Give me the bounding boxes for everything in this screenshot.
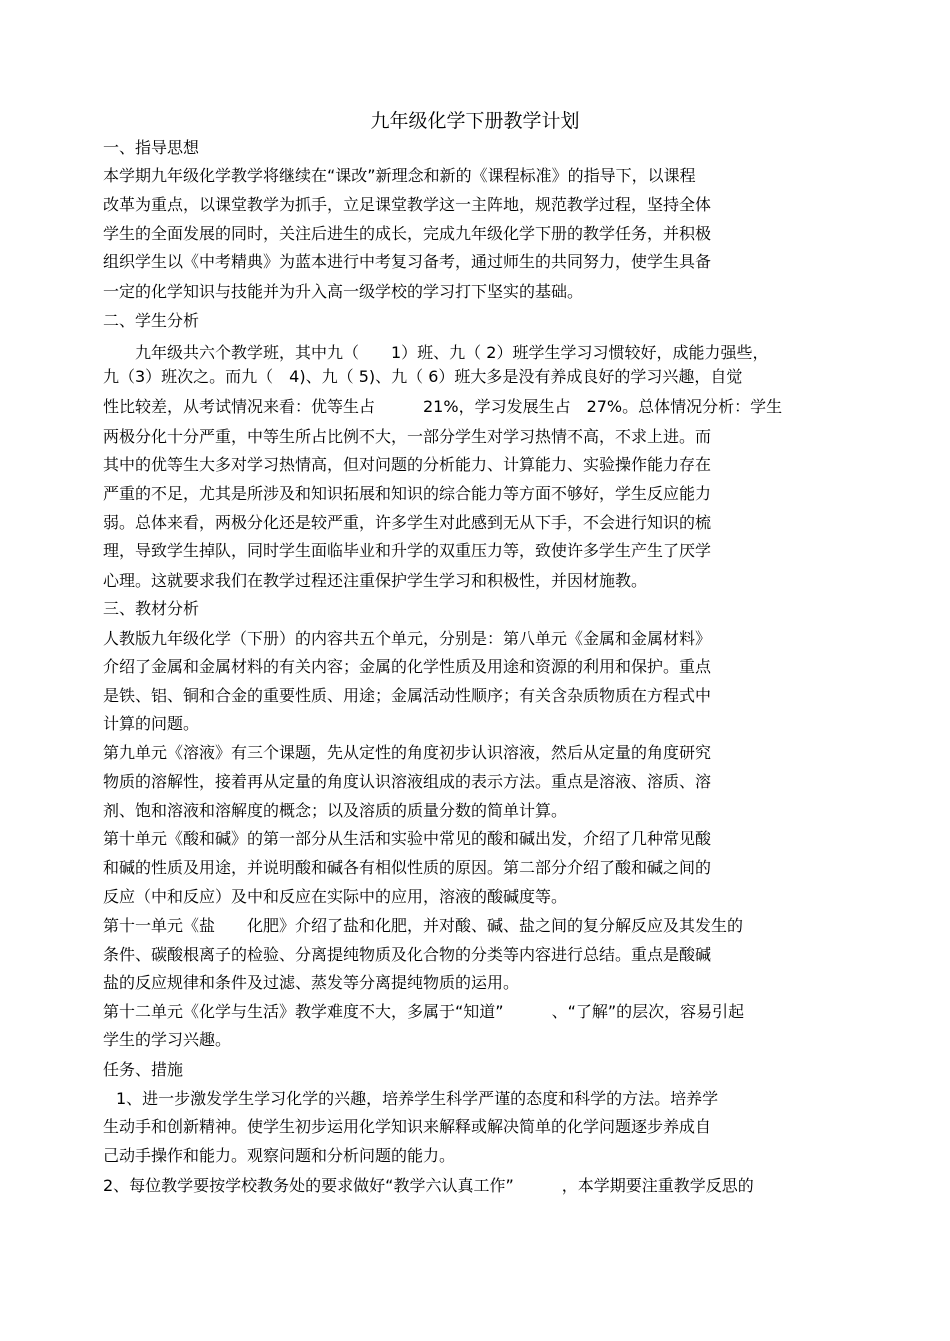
paragraph-line: 弱。总体来看，两极分化还是较严重，许多学生对此感到无从下手，不会进行知识的梳 bbox=[103, 513, 712, 532]
paragraph-line: 本学期九年级化学教学将继续在“课改”新理念和新的《课程标准》的指导下，以课程 bbox=[103, 166, 696, 185]
paragraph-line: 条件、碳酸根离子的检验、分离提纯物质及化合物的分类等内容进行总结。重点是酸碱 bbox=[103, 945, 712, 964]
paragraph-line: 生动手和创新精神。使学生初步运用化学知识来解释或解决简单的化学问题逐步养成自 bbox=[103, 1117, 712, 1136]
heading-textbook-analysis: 三、教材分析 bbox=[103, 599, 200, 618]
paragraph-line: 改革为重点，以课堂教学为抓手，立足课堂教学这一主阵地，规范教学过程，坚持全体 bbox=[103, 195, 712, 214]
paragraph-line: 第十单元《酸和碱》的第一部分从生活和实验中常见的酸和碱出发，介绍了几种常见酸 bbox=[103, 829, 712, 848]
paragraph-line: 学生的学习兴趣。 bbox=[103, 1030, 232, 1049]
paragraph-line: 是铁、铝、铜和合金的重要性质、用途；金属活动性顺序；有关含杂质物质在方程式中 bbox=[103, 686, 712, 705]
paragraph-line: 其中的优等生大多对学习热情高，但对问题的分析能力、计算能力、实验操作能力存在 bbox=[103, 455, 712, 474]
paragraph-line: 第十二单元《化学与生活》教学难度不大，多属于“知道” 、“了解”的层次，容易引起 bbox=[103, 1002, 745, 1021]
paragraph-line: 1、进一步激发学生学习化学的兴趣，培养学生科学严谨的态度和科学的方法。培养学 bbox=[116, 1089, 719, 1108]
paragraph-line: 九（3）班次之。而九（ 4)、九（ 5)、九（ 6）班大多是没有养成良好的学习兴趣，自觉 bbox=[103, 367, 743, 386]
paragraph-line: 心理。这就要求我们在教学过程还注重保护学生学习和积极性，并因材施教。 bbox=[103, 571, 648, 590]
paragraph-line: 己动手操作和能力。观察问题和分析问题的能力。 bbox=[103, 1146, 456, 1165]
paragraph-line: 一定的化学知识与技能并为升入高一级学校的学习打下坚实的基础。 bbox=[103, 282, 584, 301]
paragraph-line: 性比较差，从考试情况来看：优等生占 21%，学习发展生占 27%。总体情况分析：学生 bbox=[103, 397, 783, 416]
paragraph-line: 和碱的性质及用途，并说明酸和碱各有相似性质的原因。第二部分介绍了酸和碱之间的 bbox=[103, 858, 712, 877]
paragraph-line: 组织学生以《中考精典》为蓝本进行中考复习备考，通过师生的共同努力，使学生具备 bbox=[103, 252, 712, 271]
heading-student-analysis: 二、学生分析 bbox=[103, 311, 200, 330]
paragraph-line: 第十一单元《盐 化肥》介绍了盐和化肥，并对酸、碱、盐之间的复分解反应及其发生的 bbox=[103, 916, 744, 935]
paragraph-line: 第九单元《溶液》有三个课题，先从定性的角度初步认识溶液，然后从定量的角度研究 bbox=[103, 743, 712, 762]
paragraph-line: 反应（中和反应）及中和反应在实际中的应用，溶液的酸碱度等。 bbox=[103, 887, 568, 906]
paragraph-line: 盐的反应规律和条件及过滤、蒸发等分离提纯物质的运用。 bbox=[103, 973, 520, 992]
paragraph-line: 2、每位教学要按学校教务处的要求做好“教学六认真工作” ，本学期要注重教学反思的 bbox=[103, 1176, 754, 1195]
paragraph-line: 严重的不足，尤其是所涉及和知识拓展和知识的综合能力等方面不够好，学生反应能力 bbox=[103, 484, 712, 503]
paragraph-line: 物质的溶解性，接着再从定量的角度认识溶液组成的表示方法。重点是溶液、溶质、溶 bbox=[103, 772, 712, 791]
paragraph-line: 人教版九年级化学（下册）的内容共五个单元，分别是：第八单元《金属和金属材料》 bbox=[103, 629, 712, 648]
heading-guiding-ideology: 一、指导思想 bbox=[103, 138, 200, 157]
paragraph-line: 学生的全面发展的同时，关注后进生的成长，完成九年级化学下册的教学任务，并积极 bbox=[103, 224, 712, 243]
paragraph-line: 计算的问题。 bbox=[103, 714, 200, 733]
paragraph-line: 九年级共六个教学班，其中九（ 1）班、九（ 2）班学生学习习惯较好，成能力强些， bbox=[103, 343, 769, 362]
paragraph-line: 剂、饱和溶液和溶解度的概念；以及溶质的质量分数的简单计算。 bbox=[103, 801, 568, 820]
heading-tasks-measures: 任务、措施 bbox=[103, 1060, 184, 1079]
document-title: 九年级化学下册教学计划 bbox=[370, 110, 580, 132]
paragraph-line: 介绍了金属和金属材料的有关内容；金属的化学性质及用途和资源的利用和保护。重点 bbox=[103, 657, 712, 676]
paragraph-line: 两极分化十分严重，中等生所占比例不大，一部分学生对学习热情不高，不求上进。而 bbox=[103, 427, 712, 446]
paragraph-line: 理，导致学生掉队，同时学生面临毕业和升学的双重压力等，致使许多学生产生了厌学 bbox=[103, 541, 712, 560]
